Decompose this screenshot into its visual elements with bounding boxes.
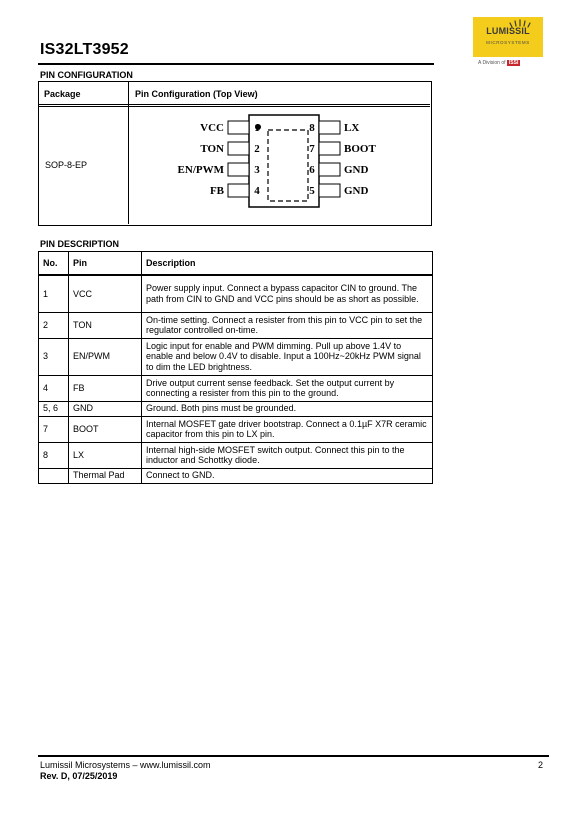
pin-description-table: [38, 251, 433, 484]
pin-description: Connect to GND.: [142, 468, 433, 483]
pin-name-right: GND: [344, 185, 369, 197]
pin-config-title: PIN CONFIGURATION: [40, 70, 133, 80]
pin-number: 7: [309, 143, 315, 155]
division-note: [478, 60, 520, 66]
lumissil-logo: [473, 17, 543, 57]
pin-number: 2: [254, 143, 260, 155]
col-header-description: Description: [142, 252, 433, 276]
table-row: [39, 401, 433, 416]
pin-config-table: [38, 81, 432, 226]
pin-label: LX: [69, 442, 142, 468]
logo-subtitle: MICROSYSTEMS: [486, 40, 530, 45]
pin-description: Ground. Both pins must be grounded.: [142, 401, 433, 416]
pin-no: 2: [39, 312, 69, 338]
table-divider: [39, 106, 430, 107]
pin-no: 3: [39, 338, 69, 375]
pin-number: 4: [254, 185, 260, 197]
pin-number: 5: [309, 185, 315, 197]
footer-rule: [38, 755, 549, 757]
table-row: [39, 468, 433, 483]
pin-label: FB: [69, 375, 142, 401]
col-header-package: Package: [44, 89, 81, 99]
table-header-row: [39, 252, 433, 276]
pin-label: BOOT: [69, 416, 142, 442]
pin-label: EN/PWM: [69, 338, 142, 375]
col-header-config: Pin Configuration (Top View): [135, 89, 258, 99]
pin-desc-title: PIN DESCRIPTION: [40, 239, 120, 249]
pin-pad-6: [319, 163, 340, 176]
table-row: [39, 416, 433, 442]
table-row: [39, 442, 433, 468]
pin-pad-4: [228, 184, 249, 197]
pin-no: [39, 468, 69, 483]
pin-number: 6: [309, 164, 315, 176]
pin-number: 1: [254, 122, 260, 134]
sop8-package-diagram: [139, 112, 419, 217]
pin-number: 8: [309, 122, 315, 134]
pin-name-left: TON: [200, 143, 224, 155]
pin-name-right: BOOT: [344, 143, 376, 155]
pin-pad-1: [228, 121, 249, 134]
pin-label: GND: [69, 401, 142, 416]
table-row: [39, 338, 433, 375]
pin-description: Internal high-side MOSFET switch output. Connect this pin to the inductor and Schottky diode.: [142, 442, 433, 468]
header-rule: [38, 63, 434, 65]
pin-pad-8: [319, 121, 340, 134]
pin-label: VCC: [69, 275, 142, 312]
pin-description: Power supply input. Connect a bypass capacitor CIN to ground. The path from CIN to GND and VCC pins should be as short as possible.: [142, 275, 433, 312]
footer-revision: Rev. D, 07/25/2019: [40, 771, 118, 781]
pin-number: 3: [254, 164, 260, 176]
package-name: SOP-8-EP: [45, 160, 88, 170]
pin-pad-7: [319, 142, 340, 155]
pin-pad-5: [319, 184, 340, 197]
issi-logo: ISSI: [508, 60, 519, 66]
table-row: [39, 275, 433, 312]
col-header-no: No.: [39, 252, 69, 276]
col-header-pin: Pin: [69, 252, 142, 276]
pin-label: Thermal Pad: [69, 468, 142, 483]
pin-pad-2: [228, 142, 249, 155]
pin-name-right: GND: [344, 164, 369, 176]
pin-description: Drive output current sense feedback. Set the output current by connecting a resister from this pin to the ground.: [142, 375, 433, 401]
document-title: IS32LT3952: [40, 41, 129, 58]
pin-no: 8: [39, 442, 69, 468]
table-row: [39, 375, 433, 401]
pin-no: 5, 6: [39, 401, 69, 416]
pin-name-right: LX: [344, 122, 360, 134]
pin-description: On-time setting. Connect a resister from this pin to VCC pin to set the regulator controlled on-time.: [142, 312, 433, 338]
pin-name-left: FB: [209, 185, 224, 197]
footer-company: Lumissil Microsystems – www.lumissil.com: [40, 760, 211, 770]
logo-name: LUMISSIL: [486, 26, 530, 36]
pin-pad-3: [228, 163, 249, 176]
pin-name-left: VCC: [200, 122, 224, 134]
pin-description: Logic input for enable and PWM dimming. Pull up above 1.4V to enable and below 0.4V to disable. Input a 100Hz~20kHz PWM signal to dim the LED brightness.: [142, 338, 433, 375]
table-divider: [39, 104, 430, 105]
division-prefix: A Division of: [478, 60, 506, 66]
table-row: [39, 312, 433, 338]
pin-name-left: EN/PWM: [177, 164, 224, 176]
pin-no: 7: [39, 416, 69, 442]
page-number: 2: [538, 760, 544, 770]
pin-description: Internal MOSFET gate driver bootstrap. Connect a 0.1µF X7R ceramic capacitor from this pin to LX pin.: [142, 416, 433, 442]
pin-label: TON: [69, 312, 142, 338]
pin-no: 4: [39, 375, 69, 401]
pin-no: 1: [39, 275, 69, 312]
